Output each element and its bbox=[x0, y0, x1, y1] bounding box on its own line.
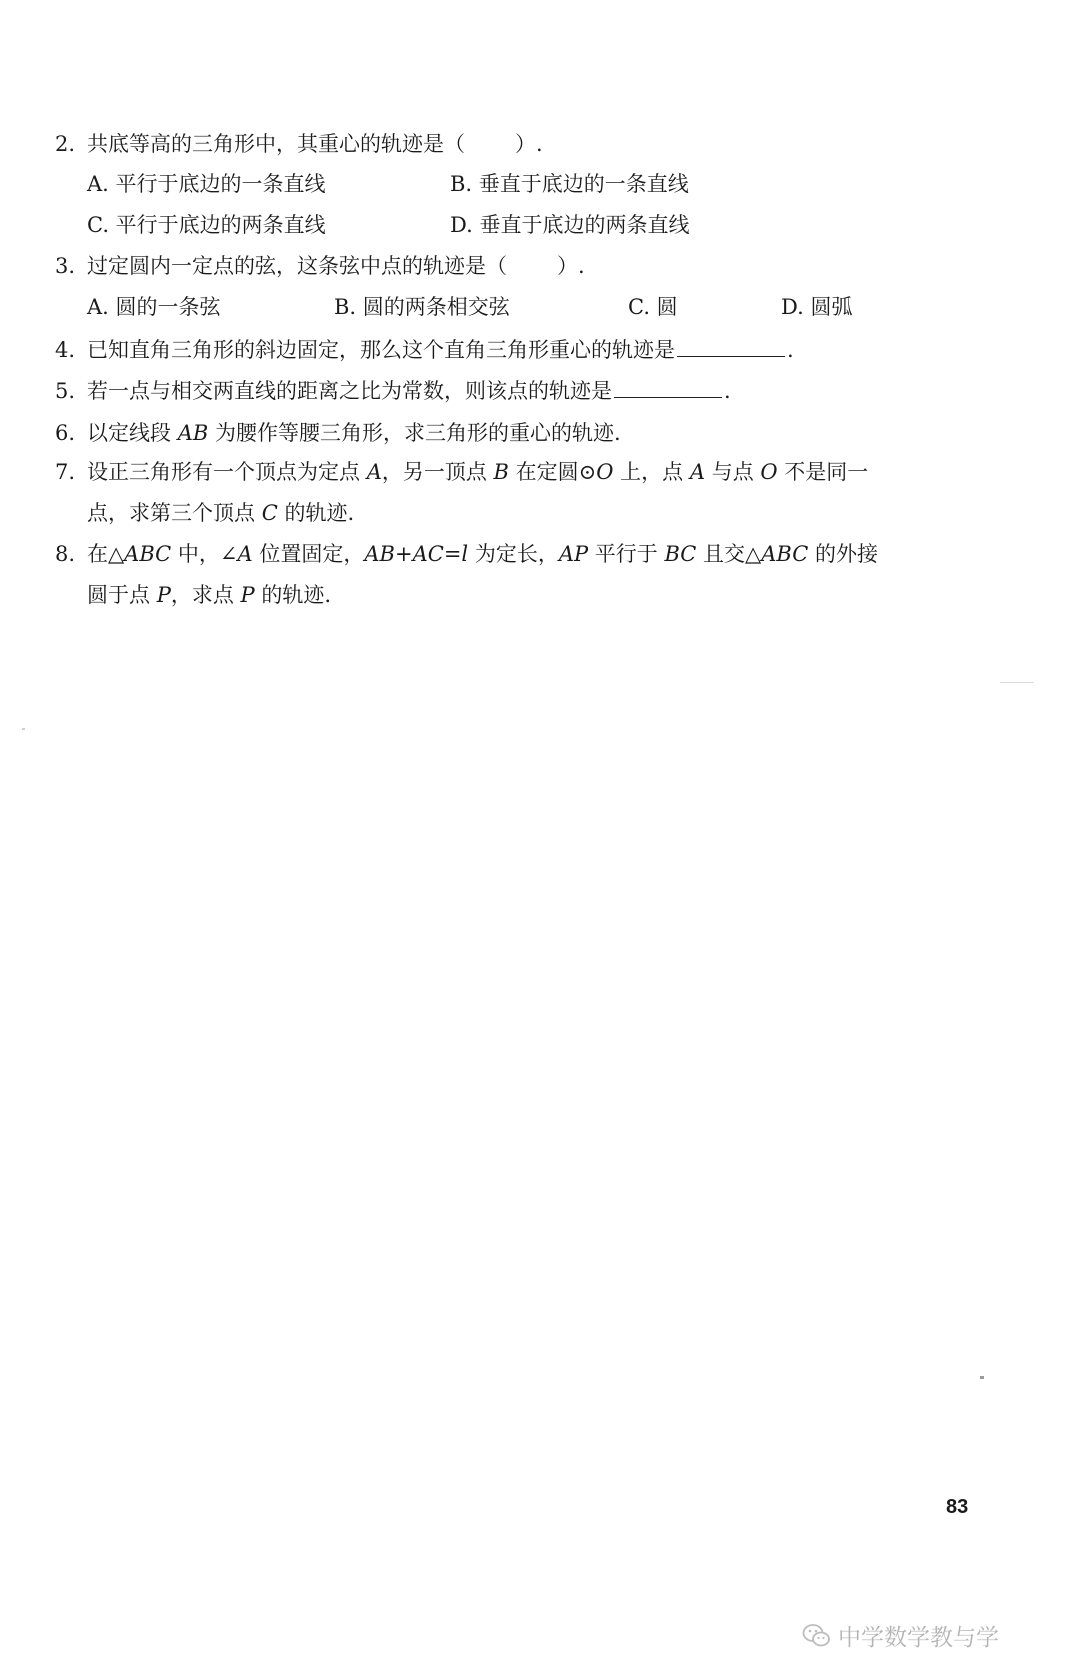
question-stem: 以定线段 AB 为腰作等腰三角形，求三角形的重心的轨迹. bbox=[87, 421, 621, 445]
question-stem: 已知直角三角形的斜边固定，那么这个直角三角形重心的轨迹是 bbox=[87, 338, 675, 362]
answer-blank bbox=[614, 379, 722, 398]
question-stem: 设正三角形有一个顶点为定点 A，另一顶点 B 在定圆⊙O 上，点 A 与点 O 不是同一 bbox=[87, 460, 869, 484]
page-number: 83 bbox=[946, 1496, 969, 1518]
option-d: D. 圆弧 bbox=[781, 295, 853, 319]
question-number: 2. bbox=[55, 132, 76, 156]
question-stem: 在△ABC 中，∠A 位置固定，AB+AC=l 为定长，AP 平行于 BC 且交△ABC 的外接 bbox=[87, 542, 878, 566]
scan-speck bbox=[980, 1376, 984, 1379]
question-number: 6. bbox=[55, 421, 76, 445]
question-end: ）. bbox=[515, 132, 543, 156]
scan-speck bbox=[22, 728, 25, 730]
question-number: 7. bbox=[55, 460, 76, 484]
question-number: 5. bbox=[55, 379, 76, 403]
option-a: A. 平行于底边的一条直线 bbox=[87, 172, 326, 196]
answer-blank bbox=[677, 338, 785, 357]
option-b: B. 圆的两条相交弦 bbox=[334, 295, 510, 319]
option-b: B. 垂直于底边的一条直线 bbox=[450, 172, 689, 196]
question-stem: 若一点与相交两直线的距离之比为常数，则该点的轨迹是 bbox=[87, 379, 612, 403]
option-c: C. 平行于底边的两条直线 bbox=[87, 213, 326, 237]
scan-speck bbox=[1000, 682, 1034, 683]
watermark-text: 中学数学教与学 bbox=[838, 1625, 999, 1651]
question-number: 8. bbox=[55, 542, 76, 566]
watermark bbox=[802, 1619, 999, 1652]
option-c: C. 圆 bbox=[628, 295, 678, 319]
wechat-icon bbox=[802, 1623, 832, 1649]
question-end: ）. bbox=[557, 254, 585, 278]
question-stem: 共底等高的三角形中，其重心的轨迹是（ bbox=[87, 132, 465, 156]
option-d: D. 垂直于底边的两条直线 bbox=[450, 213, 690, 237]
question-stem: 过定圆内一定点的弦，这条弦中点的轨迹是（ bbox=[87, 254, 507, 278]
question-number: 4. bbox=[55, 338, 76, 362]
textbook-page: 2. 共底等高的三角形中，其重心的轨迹是（ ）. A. 平行于底边的一条直线 B. 垂直于底边的一条直线 C. 平行于底边的两条直线 D. 垂直于底边的两条直线 3. 过定圆内一定点的弦，这条弦中点的轨迹是（ ）. A. 圆的一条弦 B. 圆的两条相交弦 C. 圆 D. 圆弧 4. 已知直角三角形的斜边固定，那么这个直角三角形重心的轨迹是 . 5. 若一点与相交两直线的距离之比为常数，则该点的轨迹是 . 6. 以定线段 AB 为腰作等腰三角形，求三角形的重心的轨迹. 7. 设正三角形有一个顶点为定点 A，另一顶点 B 在定圆⊙O 上，点 A 与点 O 不是同一 点，求第三个顶点 C 的轨迹. 8. 在△ABC 中，∠A 位置固定，AB+AC=l 为定长，AP 平行于 BC 且交△ABC 的外接 圆于点 P，求点 P 的轨迹. 83 中学数学教与学 bbox=[0, 0, 1080, 1675]
question-number: 3. bbox=[55, 254, 76, 278]
option-a: A. 圆的一条弦 bbox=[87, 295, 221, 319]
